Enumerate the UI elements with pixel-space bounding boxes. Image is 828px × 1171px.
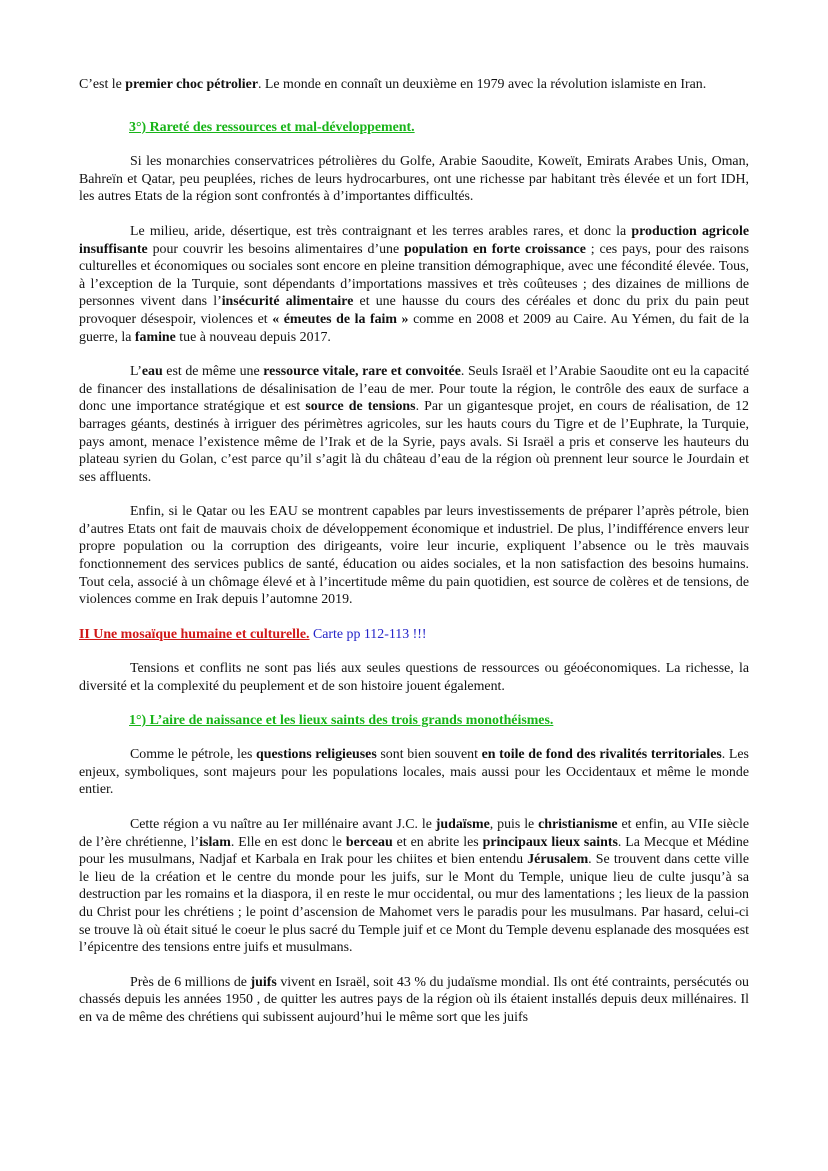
paragraph-religion: Comme le pétrole, les questions religieuses sont bien souvent en toile de fond des rivalités territoriales. Les enjeux, symboliques, sont majeurs pour les populations locales, mais aussi pour les Occidentaux et même le monde entier. (79, 747, 749, 798)
paragraph-tensions: Tensions et conflits ne sont pas liés aux seules questions de ressources ou géoéconomiques. La richesse, la diversité et la complexité du peuplement et de son histoire jouent également. (79, 661, 749, 695)
paragraph-enfin: Enfin, si le Qatar ou les EAU se montrent capables par leurs investissements de préparer l’après pétrole, bien d’autres Etats ont fait de mauvais choix de développement économique et industriel. De plus, l’indifférence envers leur propre population ou la corruption des dirigeants, voire leur incurie, expliquent l’absence ou le très mauvais fonctionnement des services publics de santé, éducation ou aides sociales, et la non satisfaction des besoins humains. Tout cela, associé à un chômage élevé et à l’incertitude même du pain quotidien, est source de colères et de tensions, de violences comme en Irak depuis l’automne 2019. (79, 504, 749, 608)
section-heading-1: 1°) L’aire de naissance et les lieux saints des trois grands monothéismes. (129, 712, 554, 728)
paragraph-eau: L’eau est de même une ressource vitale, rare et convoitée. Seuls Israël et l’Arabie Saoudite ont eu la capacité de financer des installations de désalinisation de l’eau de mer. Pour toute la région, le contrôle des eaux de surface a donc une importance stratégique et est source de tensions. Par un gigantesque projet, en cours de réalisation, de 12 barrages géants, destinés à irriguer des périmètres agricoles, sur les hauts cours du Tigre et de l’Euphrate, la Turquie, pays amont, menace l’existence même de l’Irak et de la Syrie, pays avals. Si Israël a pris et conserve les hauteurs du plateau syrien du Golan, c’est parce qu’il s’agit là du château d’eau de la région où prennent leur source le Jourdain et ses affluents. (79, 364, 750, 485)
paragraph-milieu: Le milieu, aride, désertique, est très contraignant et les terres arables rares, et donc la production agricole insuffisante pour couvrir les besoins alimentaires d’une population en forte croissance ; ces pays, pour des raisons culturelles et économiques ou sociales sont encore en pleine transition démographique, avec une fécondité élevée. Tous, à l’exception de la Turquie, sont dépendants d’importations massives et très coûteuses ; des dizaines de millions de personnes vivent dans l’insécurité alimentaire et une hausse du cours des céréales et donc du prix du pain peut provoquer désespoir, violences et « émeutes de la faim » comme en 2008 et 2009 au Caire. Au Yémen, du fait de la guerre, la famine tue à nouveau depuis 2017. (79, 223, 749, 345)
paragraph-juifs: Près de 6 millions de juifs vivent en Israël, soit 43 % du judaïsme mondial. Ils ont été contraints, persécutés ou chassés depuis les années 1950 , de quitter les autres pays de la région où ils étaient installés depuis deux millénaires. Il en va de même des chrétiens qui subissent aujourd’hui le même sort que les juifs (79, 974, 749, 1025)
paragraph-intro: C’est le premier choc pétrolier. Le monde en connaît un deuxième en 1979 avec la révolution islamiste en Iran. (79, 77, 707, 92)
section-heading-II (79, 626, 749, 644)
section-heading-3: 3°) Rareté des ressources et mal-développement. (129, 119, 415, 135)
section-heading-II-title: II Une mosaïque humaine et culturelle. (79, 626, 310, 642)
map-reference-note: Carte pp 112-113 !!! (309, 626, 427, 642)
document-page (79, 76, 749, 1027)
paragraph-monarchies: Si les monarchies conservatrices pétrolières du Golfe, Arabie Saoudite, Koweït, Emirats Arabes Unis, Oman, Bahreïn et Qatar, peu peuplées, riches de leurs hydrocarbures, ont une richesse par habitant très élevée et un fort IDH, les autres Etats de la région sont confrontés à d’importantes difficultés. (79, 154, 749, 205)
paragraph-monotheismes: Cette région a vu naître au Ier millénaire avant J.C. le judaïsme, puis le christianisme et enfin, au VIIe siècle de l’ère chrétienne, l’islam. Elle en est donc le berceau et en abrite les principaux lieux saints. La Mecque et Médine pour les musulmans, Nadjaf et Karbala en Irak pour les chiites et bien entendu Jérusalem. Se trouvent dans cette ville le lieu de la création et le centre du monde pour les juifs, sur le Mont du Temple, unique lieu de culte jusqu’à sa destruction par les romains et la diaspora, il en reste le mur occidental, ou mur des lamentations ; les lieux de la passion du Christ pour les chrétiens ; le point d’ascension de Mahomet vers le paradis pour les musulmans. Par hasard, celui-ci se trouve là où était situé le coeur le plus sacré du Temple juif et ce Mont du Temple devenu esplanade des mosquées est l’épicentre des tensions entre juifs et musulmans. (79, 817, 749, 956)
